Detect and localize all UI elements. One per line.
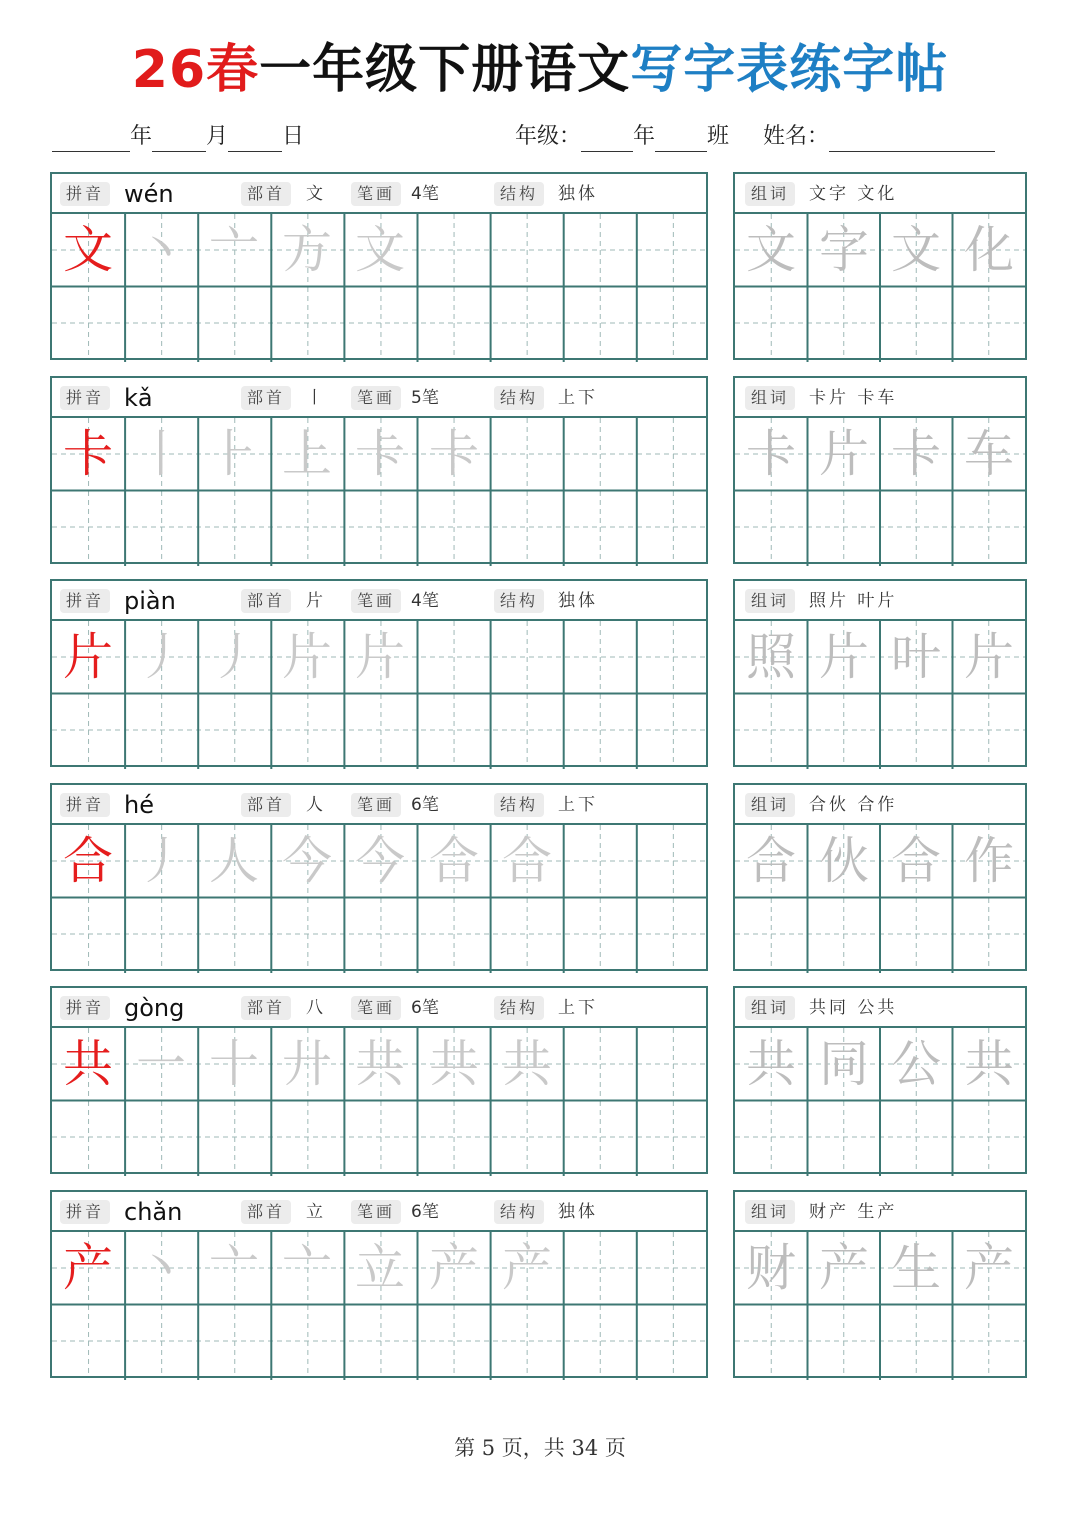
panel-header (52, 1192, 706, 1232)
words-value: 照片 叶片 (809, 591, 898, 611)
pinyin-label: 拼音 (60, 1200, 110, 1224)
stroke-order-step: 十 (209, 1035, 259, 1093)
radical-label: 部首 (241, 996, 291, 1020)
stroke-order-step: 共 (355, 1035, 405, 1093)
pinyin-value: piàn (124, 587, 176, 615)
strokes-label: 笔画 (351, 182, 401, 206)
word-trace-character: 卡 (746, 425, 796, 483)
stroke-order-step: 卡 (355, 425, 405, 483)
word-trace-character: 字 (819, 221, 869, 279)
stroke-order-step: 丿 (136, 628, 186, 686)
words-value: 财产 生产 (809, 1202, 898, 1222)
panel-header (52, 581, 706, 621)
strokes-value: 6笔 (411, 998, 439, 1018)
radical-value: 丨 (306, 388, 323, 408)
stroke-order-step: 片 (355, 628, 405, 686)
target-character: 合 (63, 832, 113, 890)
radical-label: 部首 (241, 589, 291, 613)
structure-label: 结构 (494, 386, 544, 410)
month-blank[interactable] (152, 127, 206, 152)
year-blank[interactable] (52, 127, 130, 152)
day-label: 日 (282, 124, 305, 149)
structure-label: 结构 (494, 1200, 544, 1224)
page-footer: 第 5 页，共 34 页 (454, 1436, 626, 1460)
stroke-order-step: 合 (502, 832, 552, 890)
stroke-order-step: 亠 (282, 1239, 332, 1297)
target-character: 文 (63, 221, 113, 279)
pinyin-value: hé (124, 791, 154, 819)
radical-value: 八 (306, 998, 323, 1018)
class-blank[interactable] (655, 127, 707, 152)
title-part-2: 一年级下册语文 (259, 40, 631, 100)
structure-value: 独体 (558, 184, 598, 204)
structure-label: 结构 (494, 589, 544, 613)
stroke-order-step: 廾 (282, 1035, 332, 1093)
words-value: 合伙 合作 (809, 795, 898, 815)
target-character: 产 (63, 1239, 113, 1297)
strokes-value: 6笔 (411, 1202, 439, 1222)
panel-header (735, 581, 1025, 621)
word-trace-character: 卡 (891, 425, 941, 483)
word-trace-character: 合 (891, 832, 941, 890)
words-label: 组词 (745, 386, 795, 410)
word-trace-character: 产 (964, 1239, 1014, 1297)
stroke-order-step: 人 (209, 832, 259, 890)
stroke-order-step: 丶 (136, 221, 186, 279)
month-label: 月 (206, 124, 229, 149)
pinyin-value: kǎ (124, 384, 153, 412)
words-label: 组词 (745, 1200, 795, 1224)
word-trace-character: 文 (891, 221, 941, 279)
radical-label: 部首 (241, 182, 291, 206)
radical-value: 文 (306, 184, 323, 204)
day-blank[interactable] (228, 127, 282, 152)
grade-unit: 年 (633, 124, 656, 149)
word-trace-character: 伙 (819, 832, 869, 890)
stroke-order-step: 产 (502, 1239, 552, 1297)
panel-header (735, 174, 1025, 214)
stroke-order-step: 共 (502, 1035, 552, 1093)
strokes-value: 4笔 (411, 184, 439, 204)
word-trace-character: 共 (746, 1035, 796, 1093)
strokes-value: 4笔 (411, 591, 439, 611)
class-unit: 班 (707, 124, 730, 149)
char-practice-panel (50, 172, 708, 360)
char-practice-panel (50, 1190, 708, 1378)
strokes-label: 笔画 (351, 996, 401, 1020)
word-trace-character: 作 (964, 832, 1014, 890)
stroke-order-step: 丶 (136, 1239, 186, 1297)
word-practice-panel (733, 783, 1027, 971)
word-practice-panel (733, 986, 1027, 1174)
structure-value: 上下 (558, 795, 598, 815)
panel-header (735, 988, 1025, 1028)
pinyin-value: wén (124, 180, 174, 208)
page-title (0, 36, 1080, 104)
word-practice-panel (733, 172, 1027, 360)
word-trace-character: 片 (819, 628, 869, 686)
word-trace-character: 片 (819, 425, 869, 483)
stroke-order-step: 今 (355, 832, 405, 890)
stroke-order-step: 丿 (209, 628, 259, 686)
panel-header (735, 378, 1025, 418)
panel-header (735, 785, 1025, 825)
word-trace-character: 文 (746, 221, 796, 279)
stroke-order-step: 上 (282, 425, 332, 483)
pinyin-label: 拼音 (60, 589, 110, 613)
words-value: 卡片 卡车 (809, 388, 898, 408)
stroke-order-step: 丨 (136, 425, 186, 483)
year-label: 年 (130, 124, 153, 149)
word-trace-character: 共 (964, 1035, 1014, 1093)
title-part-1: 26春 (131, 40, 260, 100)
word-trace-character: 同 (819, 1035, 869, 1093)
pinyin-label: 拼音 (60, 793, 110, 817)
panel-header (52, 174, 706, 214)
stroke-order-step: ⺊ (209, 425, 259, 483)
word-trace-character: 照 (746, 628, 796, 686)
strokes-value: 5笔 (411, 388, 439, 408)
pinyin-value: gòng (124, 994, 185, 1022)
pinyin-label: 拼音 (60, 996, 110, 1020)
radical-value: 人 (306, 795, 323, 815)
target-character: 卡 (63, 425, 113, 483)
char-practice-panel (50, 376, 708, 564)
stroke-order-step: 今 (282, 832, 332, 890)
target-character: 片 (63, 628, 113, 686)
word-practice-panel (733, 1190, 1027, 1378)
pinyin-label: 拼音 (60, 386, 110, 410)
strokes-label: 笔画 (351, 386, 401, 410)
word-trace-character: 叶 (891, 628, 941, 686)
name-label: 姓名： (763, 124, 830, 149)
structure-label: 结构 (494, 793, 544, 817)
strokes-label: 笔画 (351, 589, 401, 613)
stroke-order-step: 片 (282, 628, 332, 686)
stroke-order-step: 方 (282, 221, 332, 279)
word-trace-character: 化 (964, 221, 1014, 279)
title-part-3: 写字表练字帖 (630, 40, 949, 100)
structure-value: 独体 (558, 591, 598, 611)
structure-label: 结构 (494, 996, 544, 1020)
grade-label: 年级： (515, 124, 582, 149)
pinyin-label: 拼音 (60, 182, 110, 206)
char-practice-panel (50, 579, 708, 767)
stroke-order-step: 卡 (429, 425, 479, 483)
stroke-order-step: 合 (429, 832, 479, 890)
word-trace-character: 合 (746, 832, 796, 890)
strokes-label: 笔画 (351, 1200, 401, 1224)
word-trace-character: 产 (819, 1239, 869, 1297)
name-blank[interactable] (829, 127, 995, 152)
panel-header (52, 785, 706, 825)
grade-blank[interactable] (581, 127, 633, 152)
word-trace-character: 公 (891, 1035, 941, 1093)
words-label: 组词 (745, 182, 795, 206)
word-trace-character: 车 (964, 425, 1014, 483)
stroke-order-step: 立 (355, 1239, 405, 1297)
word-trace-character: 生 (891, 1239, 941, 1297)
radical-label: 部首 (241, 386, 291, 410)
panel-header (735, 1192, 1025, 1232)
radical-label: 部首 (241, 1200, 291, 1224)
word-practice-panel (733, 579, 1027, 767)
strokes-value: 6笔 (411, 795, 439, 815)
target-character: 共 (63, 1035, 113, 1093)
words-label: 组词 (745, 589, 795, 613)
radical-value: 片 (306, 591, 323, 611)
strokes-label: 笔画 (351, 793, 401, 817)
word-practice-panel (733, 376, 1027, 564)
structure-value: 独体 (558, 1202, 598, 1222)
student-line (515, 122, 995, 152)
words-label: 组词 (745, 793, 795, 817)
structure-value: 上下 (558, 998, 598, 1018)
word-trace-character: 片 (964, 628, 1014, 686)
date-line (52, 122, 304, 152)
words-value: 文字 文化 (809, 184, 898, 204)
words-label: 组词 (745, 996, 795, 1020)
char-practice-panel (50, 783, 708, 971)
stroke-order-step: 共 (429, 1035, 479, 1093)
stroke-order-step: 亠 (209, 1239, 259, 1297)
stroke-order-step: 产 (429, 1239, 479, 1297)
char-practice-panel (50, 986, 708, 1174)
radical-label: 部首 (241, 793, 291, 817)
words-value: 共同 公共 (809, 998, 898, 1018)
structure-label: 结构 (494, 182, 544, 206)
stroke-order-step: 一 (136, 1035, 186, 1093)
stroke-order-step: 丿 (136, 832, 186, 890)
panel-header (52, 988, 706, 1028)
structure-value: 上下 (558, 388, 598, 408)
radical-value: 立 (306, 1202, 323, 1222)
word-trace-character: 财 (746, 1239, 796, 1297)
panel-header (52, 378, 706, 418)
stroke-order-step: 文 (355, 221, 405, 279)
pinyin-value: chǎn (124, 1198, 183, 1226)
stroke-order-step: 亠 (209, 221, 259, 279)
